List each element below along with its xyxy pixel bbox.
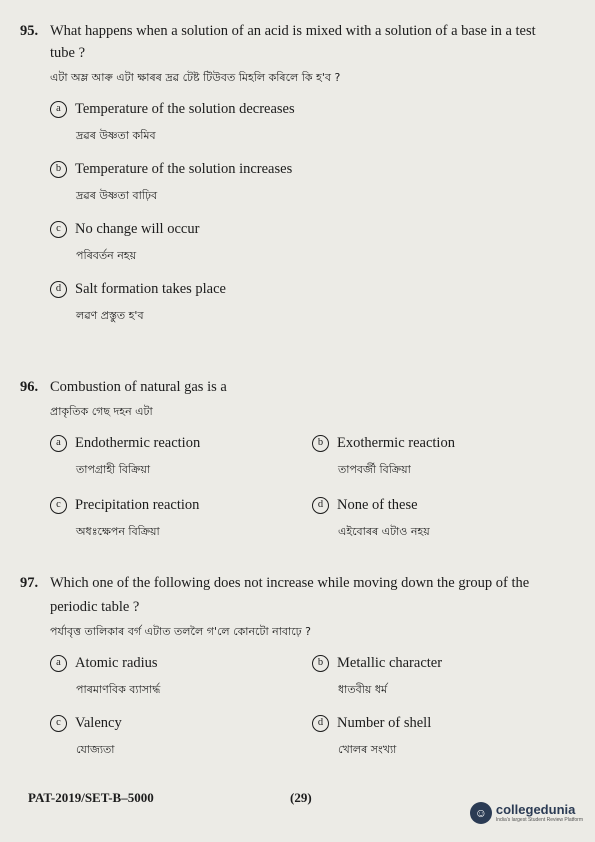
option-d[interactable]: d None of these এইবোৰৰ এটাও নহয় <box>312 494 574 542</box>
graduate-face-icon: ☺ <box>470 802 492 824</box>
option-d-bn: এইবোৰৰ এটাও নহয় <box>338 525 430 538</box>
question-text-bn: প্ৰাকৃতিক গেছ দহন এটা <box>50 405 153 418</box>
option-marker: c <box>50 497 67 514</box>
question-96 <box>20 376 580 542</box>
option-b[interactable]: b Metallic character ধাতবীয় ধৰ্ম <box>312 652 574 700</box>
question-number: 96. <box>20 379 39 395</box>
option-b-bn: দ্ৰৱৰ উষ্ণতা বাঢ়িব <box>76 189 158 202</box>
option-b[interactable]: b Temperature of the solution increases <box>50 158 580 180</box>
option-marker: c <box>50 715 67 732</box>
paper-code: PAT-2019/SET-B–5000 <box>28 790 154 805</box>
option-d[interactable]: d Number of shell খোলৰ সংখ্যা <box>312 712 574 760</box>
option-grid <box>50 652 580 760</box>
option-marker: c <box>50 221 67 238</box>
option-c[interactable]: c Precipitation reaction অধঃক্ষেপন বিক্ৰিয়া <box>50 494 312 542</box>
question-text: 97. Which one of the following does not increase while moving down the group of the <box>20 572 580 594</box>
question-number: 97. <box>20 575 39 591</box>
option-list <box>50 98 580 326</box>
option-d-bn: লৱণ প্ৰস্তুত হ'ব <box>76 309 144 322</box>
question-number: 95. <box>20 23 39 39</box>
question-text: 96. Combustion of natural gas is a <box>20 376 580 398</box>
option-c-bn: পৰিবৰ্তন নহয় <box>76 249 137 262</box>
question-text-cont: periodic table ? <box>50 599 140 615</box>
option-a[interactable]: a Endothermic reaction তাপগ্ৰাহী বিক্ৰিয়া <box>50 432 312 480</box>
option-d-bn: খোলৰ সংখ্যা <box>338 743 397 756</box>
option-a[interactable]: a Temperature of the solution decreases <box>50 98 580 120</box>
option-c[interactable]: c Valency যোজ্যতা <box>50 712 312 760</box>
option-marker: d <box>50 281 67 298</box>
option-marker: b <box>312 655 329 672</box>
option-a-bn: দ্ৰৱৰ উষ্ণতা কমিব <box>76 129 156 142</box>
question-text-bn: পৰ্যাবৃত্ত তালিকাৰ বৰ্গ এটাত তললৈ গ'লে কোনটো নাবাঢ়ে ? <box>50 625 311 638</box>
question-text-cont: tube ? <box>50 45 86 61</box>
page-number: (29) <box>290 790 312 805</box>
question-97 <box>20 572 580 760</box>
brand-tagline: India's largest Student Review Platform <box>495 817 583 823</box>
option-a[interactable]: a Atomic radius পাৰমাণবিক ব্যাসাৰ্দ্ধ <box>50 652 312 700</box>
option-b-bn: তাপবৰ্জী বিক্ৰিয়া <box>338 463 411 476</box>
option-marker: a <box>50 435 67 452</box>
option-c-bn: অধঃক্ষেপন বিক্ৰিয়া <box>76 525 160 538</box>
question-text-bn: এটা অম্ল আৰু এটা ক্ষাৰৰ দ্ৰৱ টেষ্ট টিউবত মিহলি কৰিলে কি হ'ব ? <box>50 71 341 84</box>
option-c-bn: যোজ্যতা <box>76 743 115 756</box>
option-marker: a <box>50 101 67 118</box>
option-b[interactable]: b Exothermic reaction তাপবৰ্জী বিক্ৰিয়া <box>312 432 574 480</box>
option-b-bn: ধাতবীয় ধৰ্ম <box>338 683 388 696</box>
option-marker: d <box>312 715 329 732</box>
option-a-bn: তাপগ্ৰাহী বিক্ৰিয়া <box>76 463 151 476</box>
question-95 <box>20 20 580 326</box>
brand-name: collegedunia <box>495 802 576 817</box>
option-c[interactable]: c No change will occur <box>50 218 580 240</box>
option-grid <box>50 432 580 542</box>
option-marker: b <box>50 161 67 178</box>
brand-logo <box>470 802 583 824</box>
question-text: 95. What happens when a solution of an acid is mixed with a solution of a base in a test <box>20 20 580 42</box>
option-marker: b <box>312 435 329 452</box>
option-d[interactable]: d Salt formation takes place <box>50 278 580 300</box>
option-marker: d <box>312 497 329 514</box>
option-a-bn: পাৰমাণবিক ব্যাসাৰ্দ্ধ <box>76 683 161 696</box>
option-marker: a <box>50 655 67 672</box>
